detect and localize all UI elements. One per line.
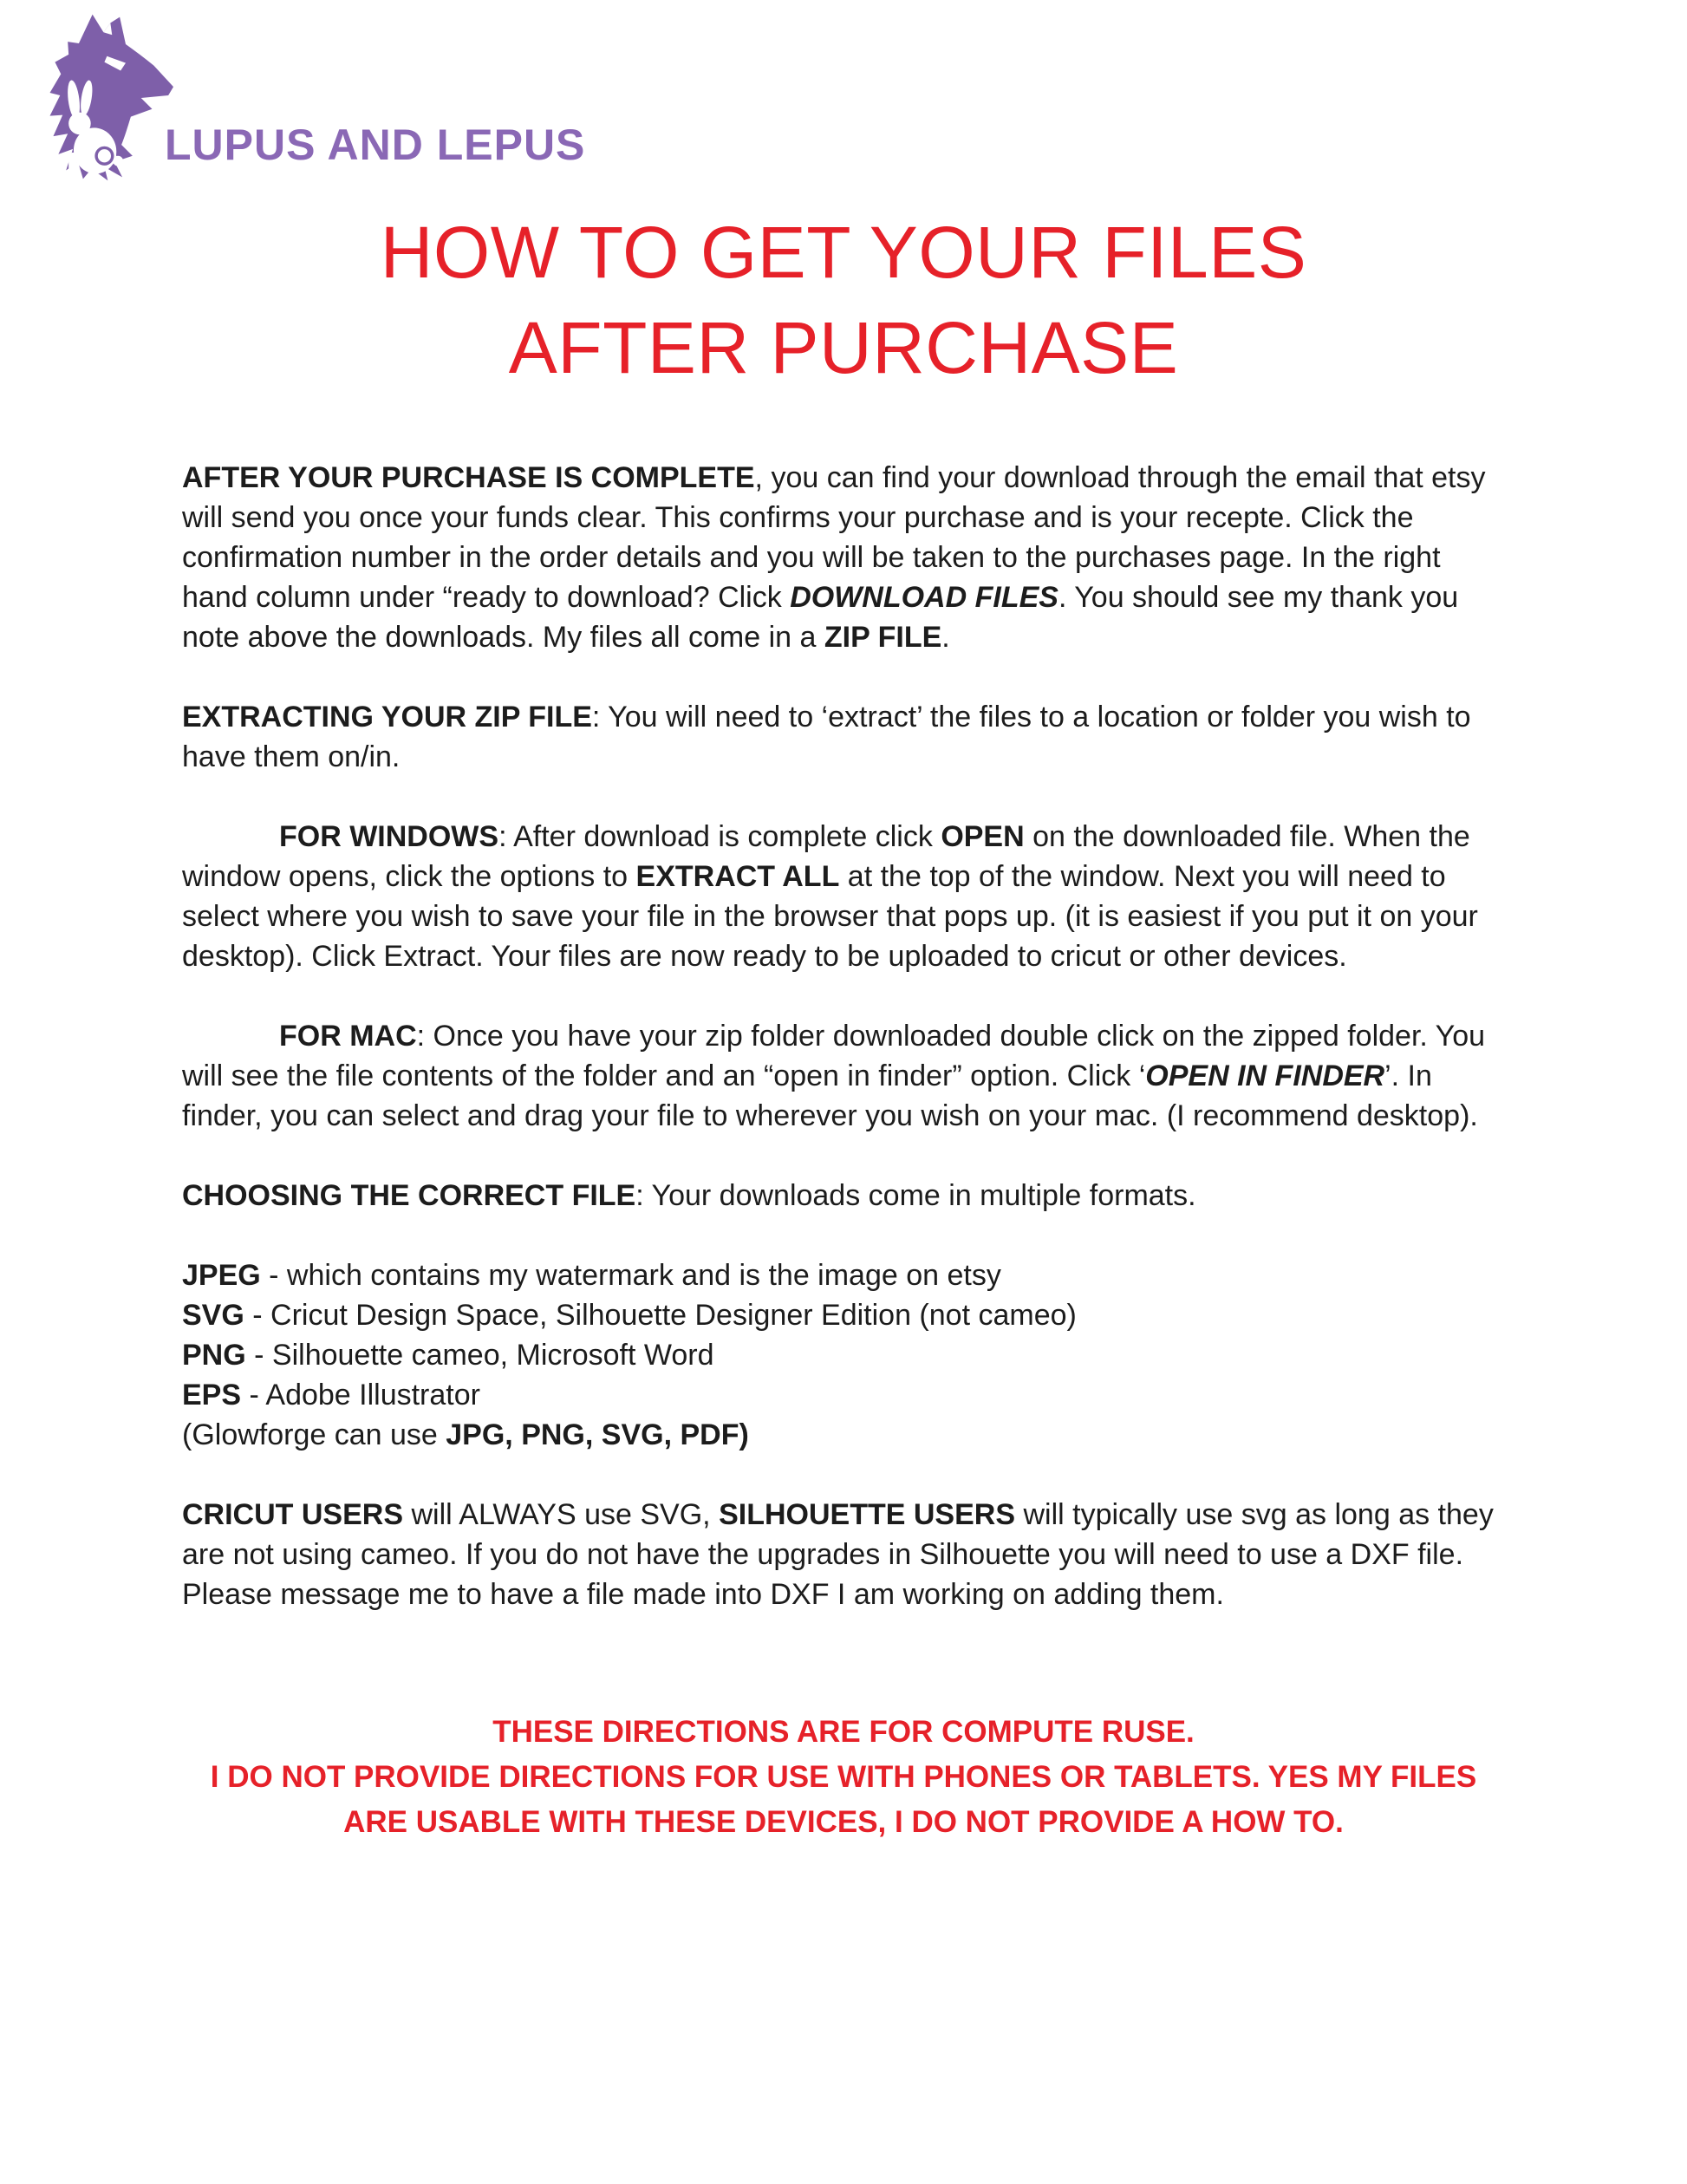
- list-item-jpeg: [182, 1255, 1505, 1295]
- text-segment: ’. In finder, you can select and drag your file to wherever you wish on your mac. (I recommend desktop).: [182, 1059, 1478, 1132]
- paragraph-choosing-file: [182, 1176, 1505, 1216]
- list-item-png: [182, 1335, 1505, 1375]
- text-segment: : Your downloads come in multiple formats.: [635, 1179, 1196, 1212]
- text-segment: CHOOSING THE CORRECT FILE: [182, 1179, 636, 1212]
- lupus-lepus-logo: [26, 9, 585, 182]
- paragraph-after-purchase: [182, 458, 1505, 657]
- text-segment: will ALWAYS use SVG,: [403, 1498, 720, 1531]
- format-label: EPS: [182, 1379, 242, 1411]
- list-item-eps: [182, 1375, 1505, 1415]
- format-desc: - which contains my watermark and is the image on etsy: [260, 1259, 1001, 1292]
- text-segment: FOR WINDOWS: [279, 820, 499, 853]
- notice-line-3: ARE USABLE WITH THESE DEVICES, I DO NOT PROVIDE A HOW TO.: [343, 1805, 1344, 1839]
- text-segment: .: [941, 621, 950, 654]
- file-format-list: [182, 1255, 1505, 1455]
- text-segment: , you can find your download through the email that etsy will send you once your funds clear. This confirms your purchase and is your recepte. Click the confirmation number in the order details and you will be taken to the purchases page. In the right hand column under “ready to download? Click: [182, 461, 1486, 614]
- text-segment: AFTER YOUR PURCHASE IS COMPLETE: [182, 461, 755, 494]
- list-item-svg: [182, 1295, 1505, 1335]
- device-notice: [0, 1710, 1687, 1845]
- notice-line-2: I DO NOT PROVIDE DIRECTIONS FOR USE WITH PHONES OR TABLETS. YES MY FILES: [210, 1760, 1477, 1794]
- text-segment: SILHOUETTE USERS: [719, 1498, 1016, 1531]
- text-segment: at the top of the window. Next you will need to select where you wish to save your file in the browser that pops up. (it is easiest if you put it on your desktop). Click Extract. Your files are now ready to be uploaded to cricut or other devices.: [182, 860, 1478, 973]
- format-label: JPEG: [182, 1259, 261, 1292]
- text-segment: : After download is complete click: [498, 820, 941, 853]
- format-desc: - Adobe Illustrator: [241, 1379, 480, 1411]
- text-segment: EXTRACTING YOUR ZIP FILE: [182, 701, 592, 733]
- text-segment: (Glowforge can use: [182, 1418, 446, 1451]
- format-label: SVG: [182, 1299, 244, 1332]
- format-desc: - Cricut Design Space, Silhouette Designer Edition (not cameo): [244, 1299, 1077, 1332]
- list-item-glowforge: [182, 1415, 1505, 1455]
- document-body: [182, 458, 1505, 1614]
- format-label: PNG: [182, 1339, 246, 1372]
- title-line-1: HOW TO GET YOUR FILES: [380, 212, 1307, 293]
- title-line-2: AFTER PURCHASE: [508, 307, 1179, 388]
- text-segment: ZIP FILE: [824, 621, 942, 654]
- text-segment: . You should see my thank you note above the downloads. My files all come in a: [182, 581, 1459, 654]
- text-segment: OPEN: [941, 820, 1025, 853]
- paragraph-for-windows: [182, 817, 1505, 976]
- paragraph-extracting-zip: [182, 697, 1505, 777]
- text-segment: : You will need to ‘extract’ the files to a location or folder you wish to have them on/in.: [182, 701, 1471, 773]
- text-segment: will typically use svg as long as they are not using cameo. If you do not have the upgrades in Silhouette you will need to use a DXF file. Please message me to have a file made into DXF I am working on adding them.: [182, 1498, 1494, 1611]
- text-segment: CRICUT USERS: [182, 1498, 404, 1531]
- text-segment: OPEN IN FINDER: [1145, 1059, 1385, 1092]
- brand-name: LUPUS AND LEPUS: [165, 121, 586, 169]
- paragraph-for-mac: [182, 1016, 1505, 1136]
- text-segment: EXTRACT ALL: [635, 860, 840, 893]
- text-segment: DOWNLOAD FILES: [790, 581, 1058, 614]
- paragraph-cricut-users: [182, 1495, 1505, 1614]
- text-segment: : Once you have your zip folder downloaded double click on the zipped folder. You will see the file contents of the folder and an “open in finder” option. Click ‘: [182, 1020, 1486, 1092]
- text-segment: on the downloaded file. When the window opens, click the options to: [182, 820, 1470, 893]
- text-segment: JPG, PNG, SVG, PDF): [446, 1418, 749, 1451]
- text-segment: FOR MAC: [279, 1020, 417, 1053]
- wolf-rabbit-logo-icon: [26, 9, 175, 182]
- format-desc: - Silhouette cameo, Microsoft Word: [245, 1339, 714, 1372]
- notice-line-1: THESE DIRECTIONS ARE FOR COMPUTE RUSE.: [492, 1715, 1195, 1749]
